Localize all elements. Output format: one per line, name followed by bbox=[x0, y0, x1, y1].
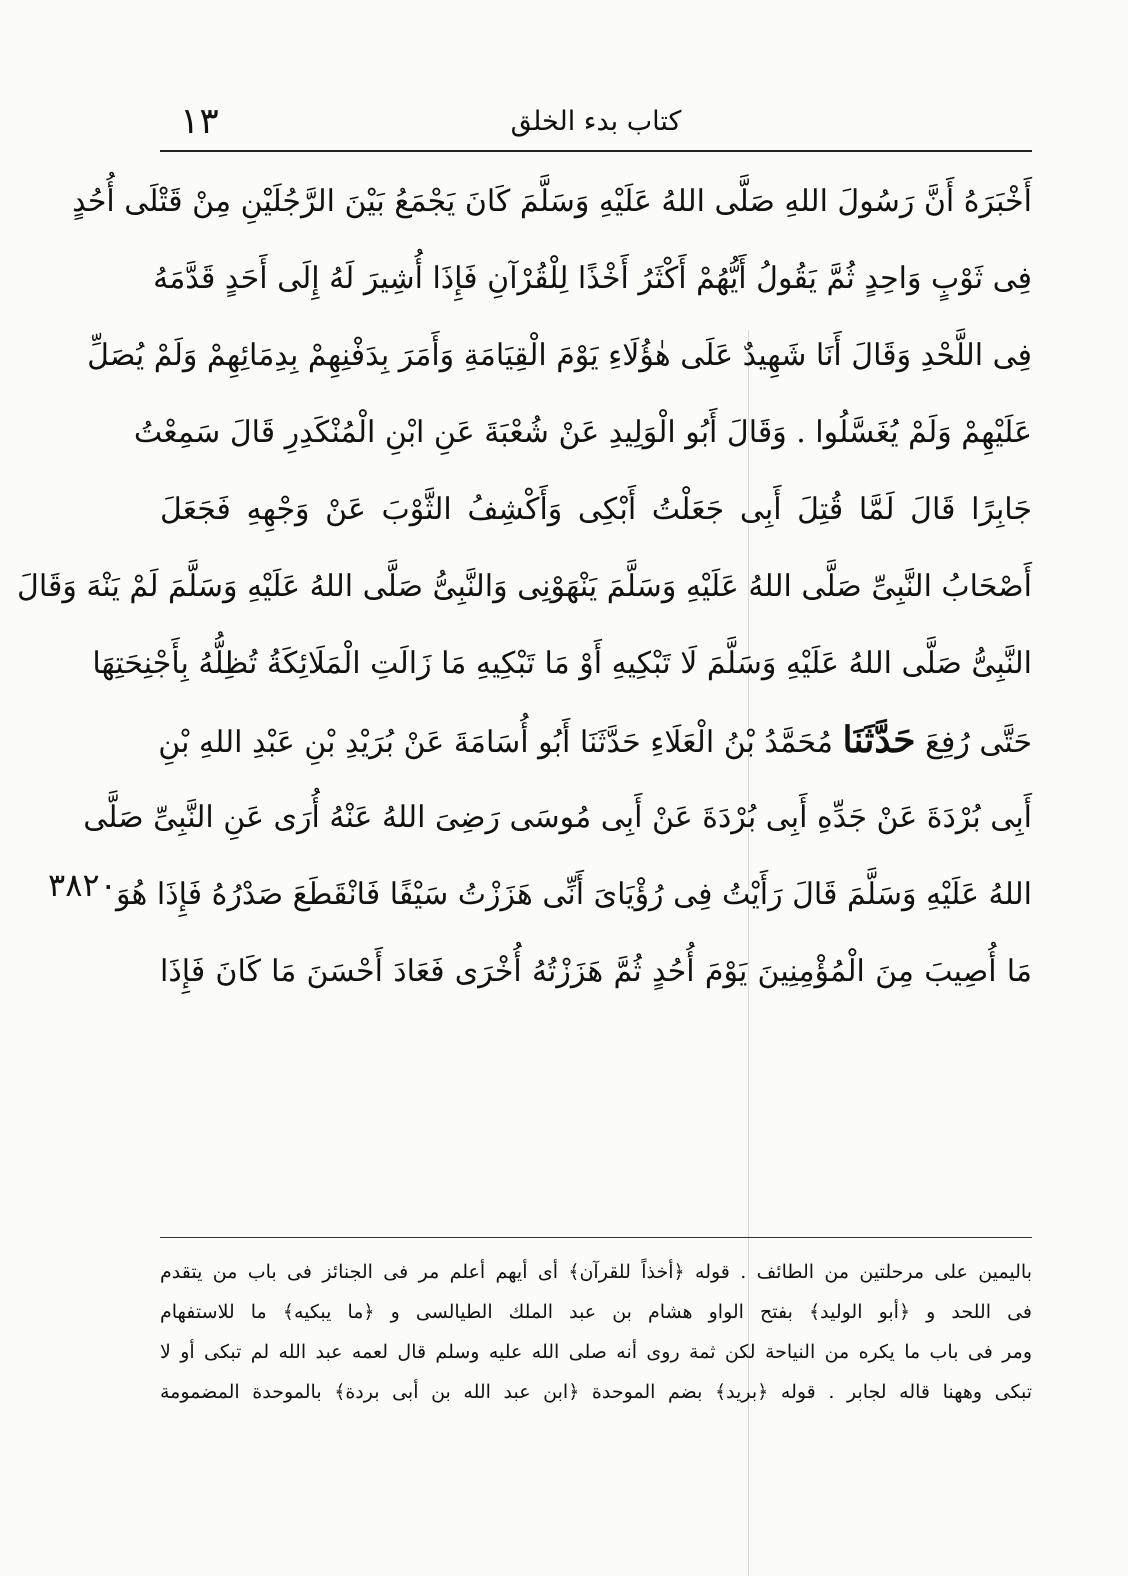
footnote-line: باليمين على مرحلتين من الطائف . قوله ﴿أخذاً للقرآن﴾ أى أيهم أعلم مر فى الجنائز فى باب من يتقدم bbox=[160, 1261, 1032, 1283]
text-line: أَبِى بُرْدَةَ عَنْ جَدِّهِ أَبِى بُرْدَةَ عَنْ أَبِى مُوسَى رَضِىَ اللهُ عَنْهُ أُرَى عَنِ النَّبِىِّ صَلَّى bbox=[83, 800, 1032, 835]
text-line bbox=[160, 702, 1032, 779]
header-rule bbox=[160, 150, 1032, 152]
footnote-line: فى اللحد و ﴿أبو الوليد﴾ بفتح الواو هشام بن عبد الملك الطيالسى و ﴿ما يبكيه﴾ ما للاستفهام bbox=[160, 1301, 1032, 1323]
text-line: النَّبِىُّ صَلَّى اللهُ عَلَيْهِ وَسَلَّمَ لَا تَبْكِيهِ أَوْ مَا تَبْكِيهِ مَا زَالَتِ الْمَلَائِكَةُ تُظِلُّهُ بِأَجْنِحَتِهَا bbox=[92, 646, 1032, 681]
text-line: مَا أُصِيبَ مِنَ الْمُؤْمِنِينَ يَوْمَ أُحُدٍ ثُمَّ هَزَزْتُهُ أُخْرَى فَعَادَ أَحْسَنَ مَا كَانَ فَإِذَا bbox=[160, 954, 1032, 989]
footnote-line: تبكى وههنا قاله لجابر . قوله ﴿بريد﴾ بضم الموحدة ﴿ابن عبد الله بن أبى بردة﴾ بالموحدة المضمومة bbox=[160, 1381, 1032, 1403]
footnotes bbox=[160, 1252, 1032, 1412]
text-line: عَلَيْهِمْ وَلَمْ يُغَسَّلُوا . وَقَالَ أَبُو الْوَلِيدِ عَنْ شُعْبَةَ عَنِ ابْنِ الْمُنْكَدِرِ قَالَ سَمِعْتُ bbox=[133, 415, 1032, 450]
text-line: أَصْحَابُ النَّبِىِّ صَلَّى اللهُ عَلَيْهِ وَسَلَّمَ يَنْهَوْنِى وَالنَّبِىُّ صَلَّى اللهُ عَلَيْهِ وَسَلَّمَ لَمْ يَنْهَ وَقَالَ bbox=[17, 569, 1032, 604]
page-header bbox=[160, 100, 1032, 144]
footnote-line: ومر فى باب ما يكره من النياحة لكن ثمة روى أنه صلى الله عليه وسلم قال لعمه عبد الله لم تبكى أو لا bbox=[160, 1341, 1032, 1363]
text-line: اللهُ عَلَيْهِ وَسَلَّمَ قَالَ رَأَيْتُ فِى رُؤْيَاىَ أَنِّى هَزَزْتُ سَيْفًا فَانْقَطَعَ صَدْرُهُ فَإِذَا هُوَ bbox=[116, 877, 1032, 912]
page-number: ١٣ bbox=[180, 101, 219, 142]
text-line: أَخْبَرَهُ أَنَّ رَسُولَ اللهِ صَلَّى اللهُ عَلَيْهِ وَسَلَّمَ كَانَ يَجْمَعُ بَيْنَ الرَّجُلَيْنِ مِنْ قَتْلَى أُحُدٍ bbox=[72, 184, 1032, 219]
hadith-number: ٣٨٢٠ bbox=[48, 866, 117, 904]
footnote-rule bbox=[160, 1237, 1032, 1238]
text-segment: حَتَّى رُفِعَ bbox=[925, 725, 1032, 760]
text-segment: مُحَمَّدُ بْنُ الْعَلَاءِ حَدَّثَنَا أَبُو أُسَامَةَ عَنْ بُرَيْدِ بْنِ عَبْدِ اللهِ بْنِ bbox=[158, 725, 833, 760]
running-title: كتاب بدء الخلق bbox=[510, 106, 682, 137]
haddathana-keyword: حَدَّثَنَا bbox=[842, 719, 916, 761]
text-line: جَابِرًا قَالَ لَمَّا قُتِلَ أَبِى جَعَلْتُ أَبْكِى وَأَكْشِفُ الثَّوْبَ عَنْ وَجْهِهِ فَجَعَلَ bbox=[160, 492, 1032, 527]
text-line: فِى اللَّحْدِ وَقَالَ أَنَا شَهِيدٌ عَلَى هٰؤُلَاءِ يَوْمَ الْقِيَامَةِ وَأَمَرَ بِدَفْنِهِمْ بِدِمَائِهِمْ وَلَمْ يُصَلِّ bbox=[87, 338, 1032, 373]
text-line: فِى ثَوْبٍ وَاحِدٍ ثُمَّ يَقُولُ أَيُّهُمْ أَكْثَرُ أَخْذًا لِلْقُرْآنِ فَإِذَا أُشِيرَ لَهُ إِلَى أَحَدٍ قَدَّمَهُ bbox=[153, 261, 1032, 296]
